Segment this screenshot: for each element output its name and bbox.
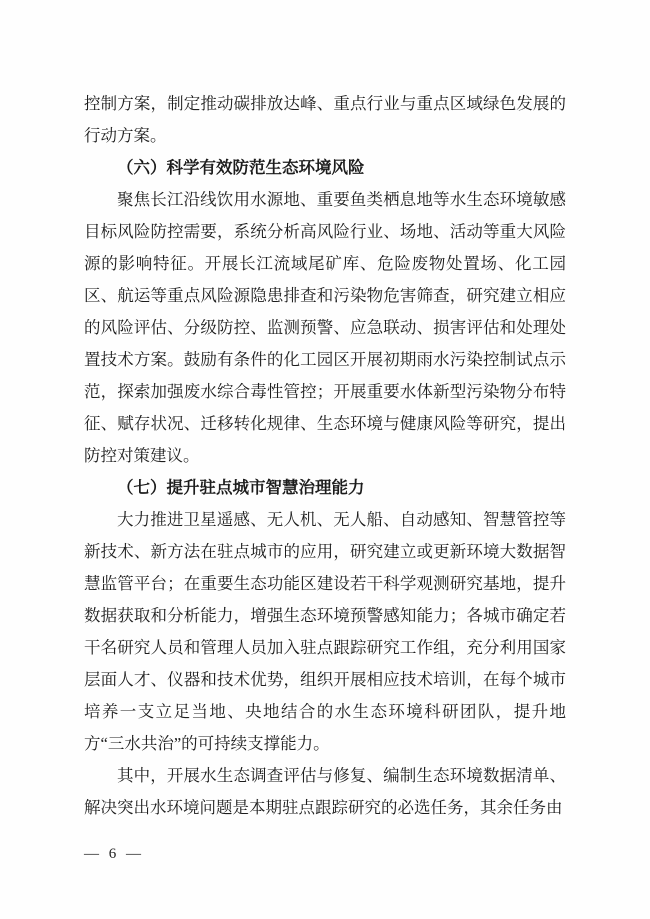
section-heading-7: （七）提升驻点城市智慧治理能力 xyxy=(117,478,365,497)
paragraph-continuation: 控制方案，制定推动碳排放达峰、重点行业与重点区域绿色发展的行动方案。 xyxy=(84,94,566,145)
paragraph-tasks: 其中，开展水生态调查评估与修复、编制生态环境数据清单、解决突出水环境问题是本期驻点跟踪研究的必选任务，其余任务由 xyxy=(84,766,566,817)
section-heading-6: （六）科学有效防范生态环境风险 xyxy=(117,158,365,177)
page-body xyxy=(84,88,566,824)
paragraph-section-7: 大力推进卫星遥感、无人机、无人船、自动感知、智慧管控等新技术、新方法在驻点城市的应用，研究建立或更新环境大数据智慧监管平台；在重要生态功能区建设若干科学观测研究基地，提升数据获取和分析能力，增强生态环境预警感知能力；各城市确定若干名研究人员和管理人员加入驻点跟踪研究工作组，充分利用国家层面人才、仪器和技术优势，组织开展相应技术培训，在每个城市培养一支立足当地、央地结合的水生态环境科研团队，提升地方“三水共治”的可持续支撑能力。 xyxy=(84,510,566,753)
page-number: — 6 — xyxy=(84,846,144,862)
paragraph-section-6: 聚焦长江沿线饮用水源地、重要鱼类栖息地等水生态环境敏感目标风险防控需要，系统分析高风险行业、场地、活动等重大风险源的影响特征。开展长江流域尾矿库、危险废物处置场、化工园区、航运等重点风险源隐患排查和污染物危害筛查，研究建立相应的风险评估、分级防控、监测预警、应急联动、损害评估和处理处置技术方案。鼓励有条件的化工园区开展初期雨水污染控制试点示范，探索加强废水综合毒性管控；开展重要水体新型污染物分布特征、赋存状况、迁移转化规律、生态环境与健康风险等研究，提出防控对策建议。 xyxy=(84,190,566,465)
